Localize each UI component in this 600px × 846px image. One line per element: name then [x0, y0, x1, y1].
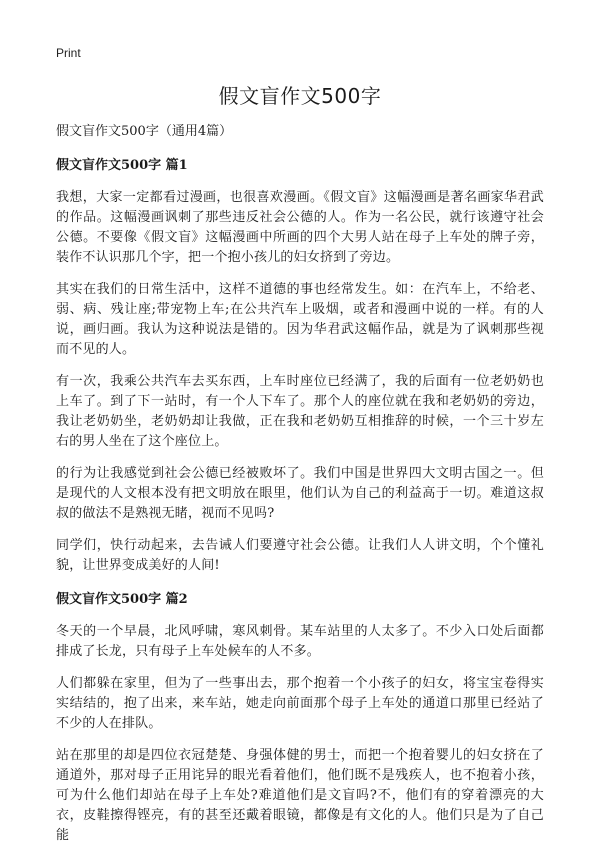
- print-link[interactable]: Print: [56, 46, 81, 60]
- paragraph: 的行为让我感觉到社会公德已经被败坏了。我们中国是世界四大文明古国之一。但是现代的人文根本没有把文明放在眼里，他们认为自己的利益高于一切。难道这叔叔的做法不是熟视无睹，视而不见吗?: [56, 466, 544, 521]
- section-heading-2: 假文盲作文500字 篇2: [56, 592, 188, 607]
- paragraph: 有一次，我乘公共汽车去买东西，上车时座位已经满了，我的后面有一位老奶奶也上车了。到了下一站时，有一个人下车了。那个人的座位就在我和老奶奶的旁边，我让老奶奶坐，老奶奶却让我做，正在我和老奶奶互相推辞的时候，一个三十岁左右的男人坐在了这个座位上。: [56, 374, 544, 449]
- section-heading-1: 假文盲作文500字 篇1: [56, 158, 188, 173]
- paragraph: 冬天的一个早晨，北风呼啸，寒风刺骨。某车站里的人太多了。不少入口处后面都排成了长龙，只有母子上车处候车的人不多。: [56, 624, 544, 659]
- document-subtitle: 假文盲作文500字（通用4篇）: [56, 124, 233, 139]
- paragraph: 同学们，快行动起来，去告诫人们要遵守社会公德。让我们人人讲文明，个个懂礼貌，让世界变成美好的人间!: [56, 538, 544, 573]
- paragraph: 我想，大家一定都看过漫画，也很喜欢漫画。《假文盲》这幅漫画是著名画家华君武的作品。这幅漫画讽刺了那些违反社会公德的人。作为一名公民，就行该遵守社会公德。不要像《假文盲》这幅漫画中所画的四个大男人站在母子上车处的牌子旁，装作不认识那几个字，把一个抱小孩儿的妇女挤到了旁边。: [56, 190, 544, 265]
- document-title: 假文盲作文500字: [218, 84, 382, 108]
- paragraph: 其实在我们的日常生活中，这样不道德的事也经常发生。如：在汽车上，不给老、弱、病、残让座;带宠物上车;在公共汽车上吸烟，或者和漫画中说的一样。有的人说，画归画。我认为这种说法是错的。因为华君武这幅作品，就是为了讽刺那些视而不见的人。: [56, 282, 544, 357]
- paragraph: 站在那里的却是四位衣冠楚楚、身强体健的男士，而把一个抱着婴儿的妇女挤在了通道外，那对母子正用诧异的眼光看着他们，他们既不是残疾人，也不抱着小孩，可为什么他们却站在母子上车处?难道他们是文盲吗?不，他们有的穿着漂亮的大衣，皮鞋擦得铿亮，有的甚至还戴着眼镜，都像是有文化的人。他们只是为了自己能: [56, 748, 544, 843]
- paragraph: 人们都躲在家里，但为了一些事出去，那个抱着一个小孩子的妇女，将宝宝卷得实实结结的，抱了出来，来车站，她走向前面那个母子上车处的通道口那里已经站了不少的人在排队。: [56, 676, 544, 731]
